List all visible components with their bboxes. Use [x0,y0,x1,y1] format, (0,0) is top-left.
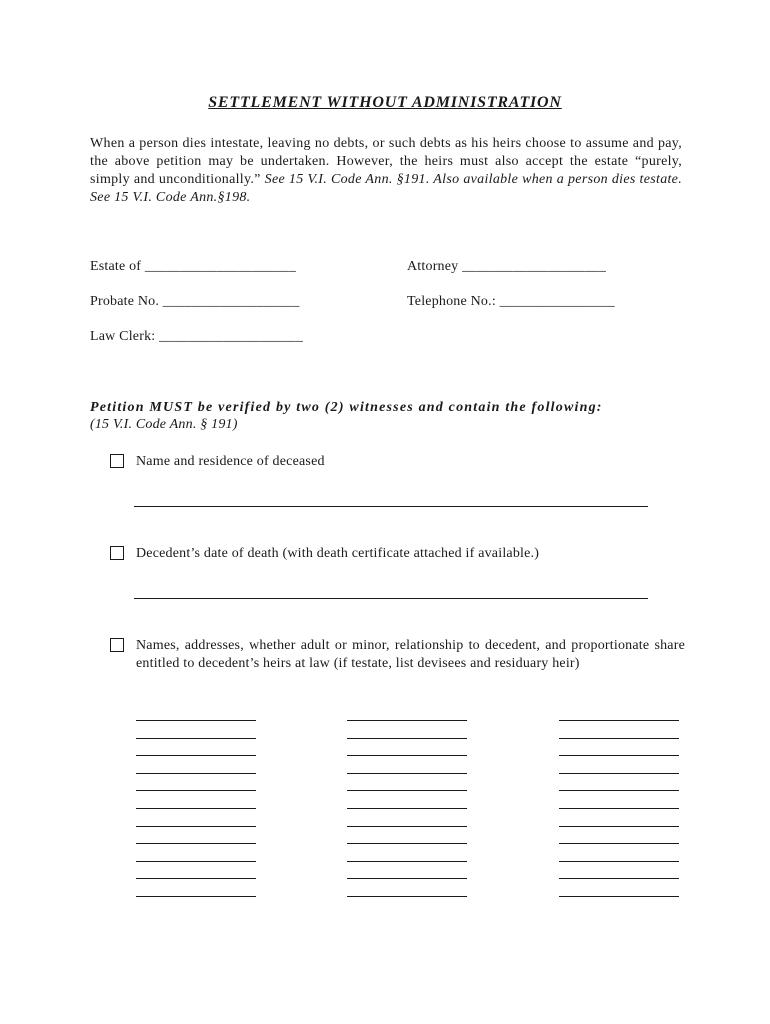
answer-line-residence[interactable] [134,506,648,507]
heir-entry-line[interactable] [347,808,467,809]
requirement-item-label: Name and residence of deceased [136,454,325,469]
heir-entry-line[interactable] [559,790,679,791]
requirements-citation: (15 V.I. Code Ann. § 191) [90,417,238,432]
heir-entry-line[interactable] [347,790,467,791]
heir-entry-line[interactable] [136,808,256,809]
document-title: SETTLEMENT WITHOUT ADMINISTRATION [208,94,562,111]
heir-entry-line[interactable] [347,896,467,897]
heir-entry-line[interactable] [347,773,467,774]
heir-entry-line[interactable] [347,738,467,739]
heir-entry-line[interactable] [559,773,679,774]
heir-entry-line[interactable] [347,826,467,827]
heir-entry-line[interactable] [559,808,679,809]
intro-citation: See 15 V.I. Code Ann. §191. Also available when a person dies testate. See 15 V.I. Code Ann.§198. [90,172,682,205]
heir-entry-line[interactable] [136,755,256,756]
heir-entry-line[interactable] [136,878,256,879]
checkbox-date-of-death[interactable] [110,546,124,560]
answer-line-date-of-death[interactable] [134,598,648,599]
heir-entry-line[interactable] [347,720,467,721]
heir-entry-line[interactable] [347,843,467,844]
checkbox-residence[interactable] [110,454,124,468]
heir-entry-line[interactable] [136,720,256,721]
heir-entry-line[interactable] [559,843,679,844]
heir-entry-line[interactable] [136,896,256,897]
heir-entry-line[interactable] [559,896,679,897]
intro-paragraph [90,135,682,207]
estate-of-field[interactable]: Estate of _____________________ [90,259,297,274]
requirements-heading: Petition MUST be verified by two (2) witnesses and contain the following: [90,400,603,415]
heir-entry-line[interactable] [559,826,679,827]
intro-text: When a person dies intestate, leaving no debts, or such debts as his heirs choose to assume and pay, the above petition may be undertaken. However, the heirs must also accept the estate “purely, simply and unconditionally.” [90,136,682,187]
checkbox-heirs[interactable] [110,638,124,652]
law-clerk-field[interactable]: Law Clerk: ____________________ [90,329,304,344]
requirement-item-heirs [110,637,685,673]
requirement-item-residence [110,453,685,471]
heir-entry-line[interactable] [136,843,256,844]
heir-entry-line[interactable] [136,861,256,862]
heir-entry-line[interactable] [136,790,256,791]
heir-entry-line[interactable] [347,755,467,756]
heir-entry-line[interactable] [559,861,679,862]
attorney-field[interactable]: Attorney ____________________ [407,259,607,274]
heir-entry-line[interactable] [559,720,679,721]
probate-no-field[interactable]: Probate No. ___________________ [90,294,300,309]
heir-entry-line[interactable] [136,773,256,774]
heir-entry-line[interactable] [347,878,467,879]
telephone-no-field[interactable]: Telephone No.: ________________ [407,294,615,309]
requirement-item-date-of-death [110,545,685,563]
heir-entry-line[interactable] [347,861,467,862]
heir-entry-line[interactable] [559,755,679,756]
requirement-item-label: Names, addresses, whether adult or minor, relationship to decedent, and proportionate share entitled to decedent’s heirs at law (if testate, list devisees and residuary heir) [136,638,685,671]
heir-entry-line[interactable] [559,878,679,879]
heir-entry-line[interactable] [136,826,256,827]
requirement-item-label: Decedent’s date of death (with death certificate attached if available.) [136,546,540,561]
heir-entry-line[interactable] [136,738,256,739]
heir-entry-line[interactable] [559,738,679,739]
